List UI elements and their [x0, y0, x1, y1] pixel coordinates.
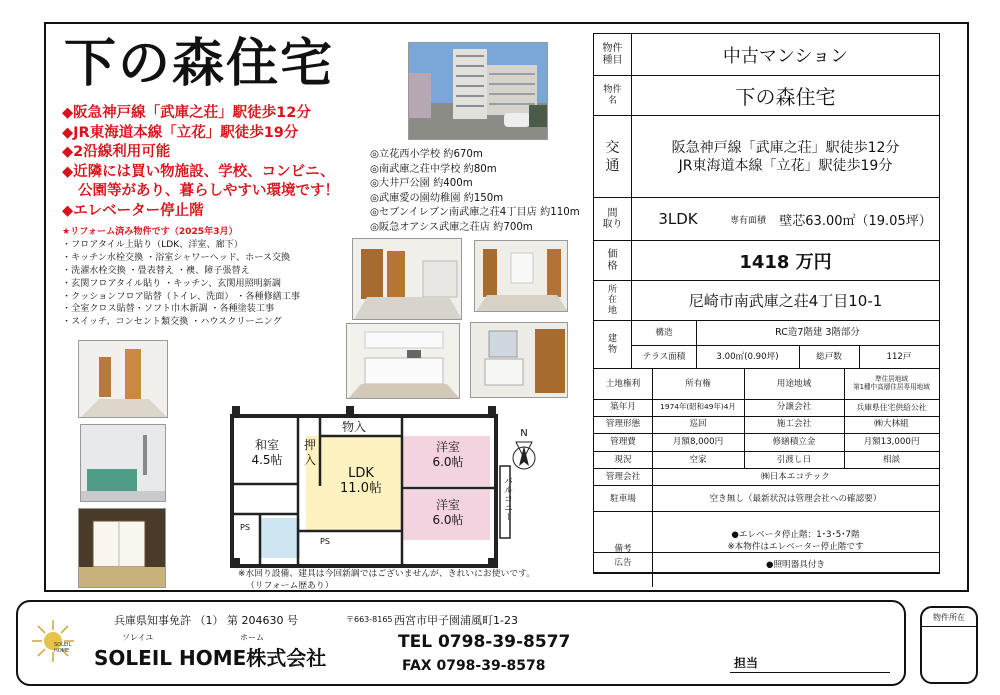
- developer-label: 分譲会社: [776, 402, 812, 413]
- location-label: 物件所在: [922, 612, 976, 627]
- built-value: 1974年(昭和49年)4月: [660, 402, 736, 412]
- row-type: [594, 34, 939, 75]
- room-monoire: 物入: [341, 420, 366, 434]
- address-value: 尼崎市南武庫之荘4丁目10-1: [688, 292, 883, 310]
- logo-text: SOLEIL HOME: [54, 642, 72, 654]
- units-value: 112戸: [886, 351, 912, 362]
- zoning-label: 用途地域: [776, 378, 812, 389]
- repair-fund-label: 修繕積立金: [772, 436, 816, 447]
- feature-item: ◆JR東海道本線「立花」駅徒歩19分: [62, 124, 299, 141]
- nearby-item: ◎南武庫之荘中学校 約80m: [370, 163, 497, 175]
- ad-label: 広告: [614, 557, 632, 568]
- builder-value: ㈱大林組: [874, 419, 909, 430]
- row-parking: [594, 485, 939, 511]
- location-stamp-box: [920, 606, 978, 684]
- row-building: [594, 320, 939, 368]
- row-name: [594, 75, 939, 115]
- room-washitsu: 和室 4.5帖: [251, 438, 283, 467]
- row-mgmt-company: [594, 468, 939, 485]
- reform-item: ・クッションフロア貼替（トイレ、洗面） ・各種修繕工事: [62, 291, 300, 302]
- ps-label-2: PS: [320, 537, 330, 546]
- property-title: 下の森住宅: [64, 34, 335, 94]
- nearby-item: ◎大井戸公園 約400m: [370, 178, 473, 189]
- remarks-value: [652, 512, 939, 587]
- room-yoshitsu-1: 洋室 6.0帖: [432, 440, 464, 469]
- interior-photo-washroom: [470, 322, 568, 398]
- balcony-label: バルコニー: [502, 476, 512, 521]
- row-ad: [593, 552, 940, 574]
- ruby-soleil: ソレイユ: [122, 633, 154, 642]
- interior-photo-washitsu: [78, 508, 166, 588]
- terrace-value: 3.00㎡(0.90坪): [716, 351, 779, 362]
- fax-number: FAX 0798-39-8578: [402, 658, 546, 674]
- feature-item: ◆2沿線利用可能: [62, 144, 171, 161]
- handover-label: 引渡し日: [776, 454, 812, 465]
- phone-number[interactable]: TEL 0798-39-8577: [398, 632, 571, 652]
- nearby-item: ◎セブンイレブン南武庫之荘4丁目店 約110m: [370, 207, 580, 218]
- sun-logo: [30, 618, 76, 664]
- floorplan-note-2: （リフォーム歴あり）: [246, 581, 334, 591]
- mgmt-type-value: 巡回: [689, 419, 707, 430]
- reform-list: [62, 226, 346, 329]
- remarks-label: 備考: [614, 544, 632, 555]
- area-label: 専有面積: [729, 215, 766, 226]
- price-value: 1418 万円: [739, 251, 832, 273]
- feature-item: ◆近隣には買い物施設、学校、コンビニ、: [62, 163, 335, 180]
- feature-item: 公園等があり、暮らしやすい環境です！: [78, 183, 339, 200]
- repair-fund-value: 月額13,000円: [863, 436, 920, 447]
- status-value: 空家: [689, 454, 707, 465]
- builder-label: 施工会社: [776, 419, 812, 430]
- nearby-item: ◎阪急オアシス武庫之荘店 約700m: [370, 221, 533, 233]
- area-value: 壁芯63.00㎡（19.05坪）: [779, 213, 932, 229]
- detail-grid: [594, 368, 939, 468]
- row-traffic: [594, 115, 939, 197]
- structure-value: RC造7階建 3階部分: [775, 327, 860, 339]
- reform-item: ・フロアタイル上貼り（LDK、洋室、廊下）: [62, 239, 243, 250]
- ps-label-1: PS: [240, 523, 250, 532]
- exterior-photo: [408, 42, 548, 140]
- type-value: 中古マンション: [722, 45, 849, 67]
- remarks-line-1: ●エレベータ停止階：1･3･5･7階: [731, 529, 860, 540]
- interior-photo-room: [474, 240, 568, 312]
- zoning-value: 準住居地域 第1種中高層住居専用地域: [853, 375, 930, 391]
- interior-photo-ldk: [352, 238, 462, 320]
- interior-photo-kitchen: [346, 323, 460, 399]
- structure-label: 構造: [655, 327, 673, 338]
- feature-list: [62, 104, 402, 222]
- traffic-value: [632, 116, 939, 197]
- north-mark: N: [520, 428, 528, 439]
- ruby-home: ホーム: [240, 633, 264, 642]
- terrace-label: テラス面積: [642, 351, 686, 362]
- feature-item: ◆エレベーター停止階: [62, 202, 204, 219]
- mgmt-company-value: ㈱日本エコテック: [761, 472, 830, 483]
- nearby-facilities: [370, 148, 580, 235]
- reform-item: ・洗濯水栓交換 ・畳表替え ・襖、障子張替え: [62, 265, 250, 276]
- land-right-value: 所有権: [685, 378, 711, 389]
- row-address: [594, 280, 939, 320]
- address-label: 所 在 地: [594, 281, 632, 320]
- parking-value: 空き無し（最新状況は管理会社への確認要）: [709, 493, 882, 504]
- building-label: 建 物: [594, 321, 632, 368]
- room-ldk: LDK 11.0帖: [340, 466, 382, 496]
- room-yoshitsu-2: 洋室 6.0帖: [432, 498, 464, 527]
- handover-value: 相談: [882, 454, 901, 465]
- price-label: 価 格: [594, 241, 632, 280]
- land-right-label: 土地権利: [605, 378, 641, 389]
- reform-item: ・キッチン水栓交換 ・浴室シャワーヘッド、ホース交換: [62, 252, 291, 263]
- interior-photo-bath: [80, 424, 166, 502]
- parking-label: 駐車場: [610, 493, 636, 504]
- reform-title: ★リフォーム済み物件です（2025年3月）: [62, 227, 238, 237]
- name-label: 物件 名: [594, 76, 632, 115]
- type-label: 物件 種目: [594, 34, 632, 75]
- interior-photo-hall: [78, 340, 168, 418]
- layout-label: 間 取り: [594, 198, 632, 240]
- name-value: 下の森住宅: [735, 85, 836, 109]
- nearby-item: ◎武庫愛の園幼稚園 約150m: [370, 192, 504, 204]
- spec-table: [593, 33, 940, 573]
- remarks-line-3: ●照明器具付き: [765, 559, 826, 570]
- staff-label: 担当: [734, 656, 759, 670]
- license-number: 兵庫県知事免許 （1） 第 204630 号: [114, 614, 298, 627]
- postal-code: 〒663-8165: [346, 615, 393, 624]
- floorplan-note: [238, 568, 535, 592]
- row-remarks: [594, 511, 939, 586]
- traffic-label: 交 通: [594, 116, 632, 197]
- feature-item: ◆阪急神戸線「武庫之荘」駅徒歩12分: [62, 105, 311, 121]
- floorplan-note-1: ※水回り設備、建具は今回新調ではございませんが、きれいにお使いです。: [238, 569, 535, 579]
- nearby-item: ◎立花西小学校 約670m: [370, 149, 483, 160]
- mgmt-fee-label: 管理費: [610, 436, 636, 447]
- traffic-line-2: JR東海道本線「立花」駅徒歩19分: [678, 157, 893, 174]
- row-layout: [594, 197, 939, 240]
- layout-value: 3LDK: [658, 210, 698, 228]
- row-price: [594, 240, 939, 280]
- units-label: 総戸数: [816, 351, 842, 362]
- reform-item: ・玄関フロアタイル貼り ・キッチン、玄関用照明新調: [62, 278, 281, 289]
- reform-item: ・全室クロス貼替・ソフト巾木新調 ・各種塗装工事: [62, 304, 275, 315]
- room-oshiire: 押 入: [303, 438, 316, 467]
- staff-underline: [730, 672, 890, 673]
- status-label: 現況: [614, 454, 632, 465]
- mgmt-fee-value: 月額8,000円: [672, 436, 724, 447]
- mgmt-company-label: 管理会社: [605, 472, 641, 483]
- remarks-line-2: ※本物件はエレベーター停止階です: [727, 541, 864, 552]
- company-footer: [16, 600, 906, 686]
- traffic-line-1: 阪急神戸線「武庫之荘」駅徒歩12分: [671, 139, 900, 156]
- mgmt-type-label: 管理形態: [605, 419, 641, 430]
- company-name: SOLEIL HOME株式会社: [94, 646, 327, 670]
- company-address: 西宮市甲子園浦風町1-23: [394, 614, 518, 627]
- reform-item: ・スイッチ、コンセント類交換 ・ハウスクリーニング: [62, 317, 282, 328]
- built-label: 築年月: [610, 402, 636, 413]
- developer-value: 兵庫県住宅供給公社: [856, 402, 927, 412]
- floorplan: [226, 406, 546, 568]
